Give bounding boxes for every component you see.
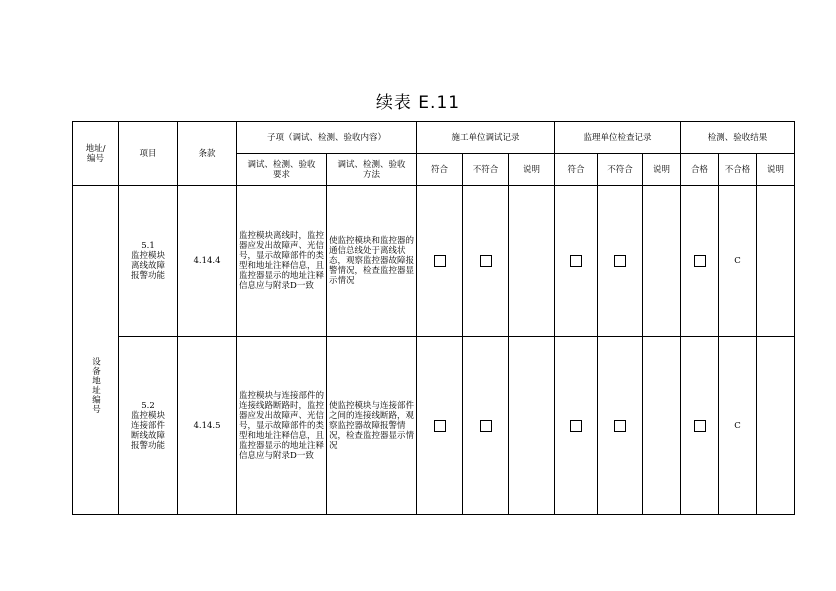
checkbox[interactable] <box>434 255 446 267</box>
row-1-construction-conform <box>416 185 463 337</box>
row-1-requirement: 监控模块离线时，监控器应发出故障声、光信号，显示故障部件的类型和地址注释信息，且监控器显示的地址注释信息应与附录D一致 <box>236 185 327 337</box>
row-1-result-note <box>756 185 795 337</box>
row-1-construction-note <box>508 185 555 337</box>
row-1-item: 5.1 监控模块 离线故障 报警功能 <box>118 185 178 337</box>
checkbox[interactable] <box>694 255 706 267</box>
checkbox[interactable] <box>570 255 582 267</box>
header-supervision-conform: 符合 <box>554 153 598 186</box>
checkbox[interactable] <box>614 420 626 432</box>
checkbox[interactable] <box>614 255 626 267</box>
header-item: 项目 <box>118 121 178 186</box>
header-construction: 施工单位调试记录 <box>416 121 555 154</box>
header-construction-note: 说明 <box>508 153 555 186</box>
row-2-result-note <box>756 336 795 515</box>
group-cell <box>72 185 119 515</box>
header-supervision-note: 说明 <box>642 153 681 186</box>
header-address: 地址/ 编号 <box>72 121 119 186</box>
row-2-requirement: 监控模块与连接部件的连接线路断路时，监控器应发出故障声、光信号，显示故障部件的类型和地址注释信息，且监控器显示的地址注释信息应与附录D一致 <box>236 336 327 515</box>
header-construction-nonconform: 不符合 <box>462 153 509 186</box>
checkbox[interactable] <box>694 420 706 432</box>
row-1-supervision-nonconform <box>597 185 643 337</box>
checkbox[interactable] <box>480 255 492 267</box>
page-title: 续表 E.11 <box>375 93 461 113</box>
row-2-result-fail: C <box>718 336 757 515</box>
row-2-construction-note <box>508 336 555 515</box>
checkbox[interactable] <box>570 420 582 432</box>
row-2-supervision-conform <box>554 336 598 515</box>
header-supervision: 监理单位检查记录 <box>554 121 681 154</box>
header-result-note: 说明 <box>756 153 795 186</box>
group-label: 设备地址编号 <box>90 356 101 414</box>
row-1-supervision-note <box>642 185 681 337</box>
row-2-method: 使监控模块与连接部件之间的连接线断路，观察监控器故障报警情况，检查监控器显示情况 <box>326 336 417 515</box>
header-supervision-nonconform: 不符合 <box>597 153 643 186</box>
row-2-construction-nonconform <box>462 336 509 515</box>
header-clause: 条款 <box>177 121 237 186</box>
row-2-supervision-nonconform <box>597 336 643 515</box>
header-result-pass: 合格 <box>680 153 719 186</box>
checkbox[interactable] <box>480 420 492 432</box>
row-2-item: 5.2 监控模块 连接部件 断线故障 报警功能 <box>118 336 178 515</box>
row-1-method: 使监控模块和监控器的通信总线处于离线状态，观察监控器故障报警情况，检查监控器显示情况 <box>326 185 417 337</box>
row-2-result-pass <box>680 336 719 515</box>
row-1-result-pass <box>680 185 719 337</box>
header-sub-requirement: 调试、检测、验收 要求 <box>236 153 327 186</box>
header-result: 检测、验收结果 <box>680 121 795 154</box>
header-construction-conform: 符合 <box>416 153 463 186</box>
row-2-construction-conform <box>416 336 463 515</box>
row-2-supervision-note <box>642 336 681 515</box>
row-1-clause: 4.14.4 <box>177 185 237 337</box>
row-2-clause: 4.14.5 <box>177 336 237 515</box>
header-sub-method: 调试、检测、验收 方法 <box>326 153 417 186</box>
row-1-supervision-conform <box>554 185 598 337</box>
row-1-result-fail: C <box>718 185 757 337</box>
header-result-fail: 不合格 <box>718 153 757 186</box>
checkbox[interactable] <box>434 420 446 432</box>
header-subitem: 子项（调试、检测、验收内容） <box>236 121 417 154</box>
row-1-construction-nonconform <box>462 185 509 337</box>
